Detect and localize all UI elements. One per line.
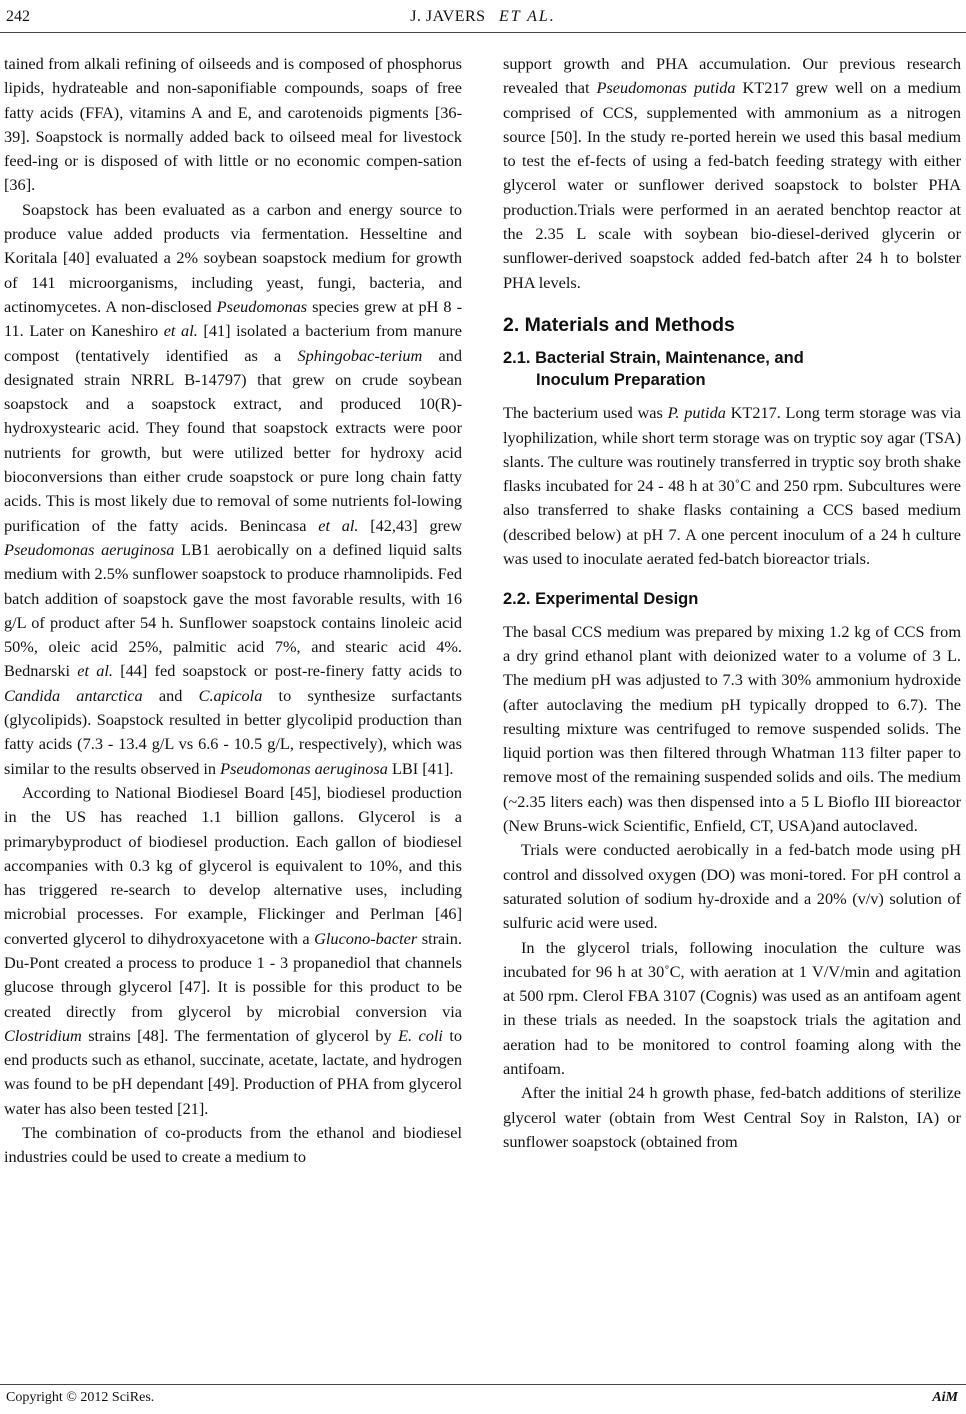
text-run: tained from alkali refining of oilseeds and is composed of phosphorus lipids, hydrateable and non-saponifiable compounds, soaps of free fatty acids (FFA), vitamins A and E, and carotenoids pigments [36-39]. Soapstock is normally added back to oilseed meal for livestock feed-ing or is disposed of with little or no economic compen-sation [36]. <box>4 54 462 195</box>
italic-term: Pseudomonas aeruginosa <box>4 539 175 559</box>
text-run: [42,43] grew <box>358 515 463 535</box>
text-run: KT217. Long term storage was via lyophilization, while short term storage was on tryptic soy agar (TSA) slants. The culture was routinely transferred in tryptic soy broth shake flasks incubated for 24 - 48 h at 30˚C and 250 rpm. Subcultures were also transferred to shake flasks containing a CCS based medium (described below) at pH 7. A one percent inoculum of a 24 h culture was used to inoculate aerated fed-batch bioreactor trials. <box>503 403 961 569</box>
subsection-title-line2: Inoculum Preparation <box>536 371 706 390</box>
text-run: to synthesize surfactants (glycolipids). Soapstock resulted in better glycolipid production than fatty acids (7.3 - 13.4 g/L vs 6.6 - 10.5 g/L, respectively), which was similar to the results observed in <box>4 685 462 778</box>
header-rule <box>0 32 966 33</box>
body-paragraph <box>4 52 462 198</box>
running-header <box>0 8 966 34</box>
text-run: to end products such as ethanol, succinate, acetate, lactate, and hydrogen was found to be pH dependant [49]. Production of PHA from glycerol water has also been tested [21]. <box>4 1025 462 1118</box>
italic-term: Pseudomonas <box>216 296 308 316</box>
running-title <box>0 8 966 26</box>
left-column <box>4 52 462 1170</box>
text-run: [44] fed soapstock or post-re-finery fatty acids to <box>112 661 462 681</box>
text-run: KT217 grew well on a medium comprised of CCS, supplemented with ammonium as a nitrogen source [50]. In the study re-ported herein we used this basal medium to test the ef-fects of using a fed-batch feeding strategy with either glycerol water or sunflower derived soapstock to bolster PHA production.Trials were performed in an aerated benchtop reactor at the 2.35 L scale with soybean bio-diesel-derived glycerin or sunflower-derived soapstock added fed-batch after 24 h to bolster PHA levels. <box>503 78 962 292</box>
subsection-title-strain <box>503 347 961 391</box>
intro-continuation-paragraph <box>503 52 961 295</box>
italic-term: P. putida <box>667 403 726 423</box>
text-run: and <box>142 685 199 705</box>
italic-term: et al. <box>163 321 198 341</box>
body-paragraph <box>4 781 462 1121</box>
running-author: J. JAVERS <box>410 8 486 25</box>
italic-term: C.apicola <box>198 685 263 705</box>
text-run: species grew at pH 8 - 11. Later on Kaneshiro <box>4 296 462 341</box>
text-run: LBI [41]. <box>387 758 454 778</box>
section-title: 2. Materials and Methods <box>503 313 735 336</box>
journal-abbrev: AiM <box>932 1390 958 1405</box>
text-run: The combination of co-products from the ethanol and biodiesel industries could be used to create a medium to <box>4 1123 462 1167</box>
body-paragraph: The basal CCS medium was prepared by mixing 1.2 kg of CCS from a dry grind ethanol plant with deionized water to a volume of 3 L. The medium pH was adjusted to 7.3 with 30% ammonium hydroxide (after autoclaving the medium pH typically dropped to 6.7). The resulting mixture was centrifuged to remove suspended solids. The liquid portion was then filtered through Whatman 113 filter paper to remove most of the remaining suspended solids and oils. The medium (~2.35 liters each) was then dispensed into a 5 L Bioflo III bioreactor (New Bruns-wick Scientific, Enfield, CT, USA)and autoclaved. <box>503 621 961 836</box>
italic-term: Glucono-bacter <box>314 928 418 948</box>
text-run: strains [48]. The fermentation of glycerol by <box>81 1025 399 1045</box>
italic-term: Clostridium <box>4 1025 82 1045</box>
copyright-notice: Copyright © 2012 SciRes. <box>6 1390 155 1405</box>
body-paragraph: After the initial 24 h growth phase, fed-batch additions of sterilize glycerol water (obtain from West Central Soy in Ralston, IA) or sunflower soapstock (obtained from <box>503 1083 961 1151</box>
italic-term: Sphingobac-terium <box>297 345 423 365</box>
right-column <box>503 52 961 1154</box>
text-run: [41] isolated a bacterium from manure compost (tentatively identified as a <box>4 321 462 365</box>
subsection-title-design: 2.2. Experimental Design <box>503 590 699 609</box>
italic-term: et al. <box>77 661 113 681</box>
italic-term: E. coli <box>398 1025 443 1045</box>
text-run: According to National Biodiesel Board [45], biodiesel production in the US has reached 1.1 billion gallons. Glycerol is a primarybyproduct of biodiesel production. Each gallon of biodiesel accompanies with 0.3 kg of glycerol is equivalent to 10%, and this has triggered re-search to develop alternative uses, including microbial processes. For example, Flickinger and Perlman [46] converted glycerol to dihydroxyacetone with a <box>4 782 462 948</box>
italic-term: Candida antarctica <box>4 685 143 705</box>
body-paragraph: In the glycerol trials, following inoculation the culture was incubated for 96 h at 30˚C, with aeration at 1 V/V/min and agitation at 500 rpm. Clerol FBA 3107 (Cognis) was used as an antifoam agent in these trials as needed. In the soapstock trials the agitation and aeration had to be monitored to control foaming along with the antifoam. <box>503 937 961 1078</box>
running-etal: ET AL. <box>499 8 556 25</box>
text-run: strain. Du-Pont created a process to produce 1 - 3 propanediol that channels glucose through glycerol [47]. It is possible for this product to be created directly from glycerol by microbial conversion via <box>4 928 462 1021</box>
footer-rule <box>0 1384 966 1385</box>
text-run: LB1 aerobically on a defined liquid salts medium with 2.5% sunflower soapstock to produce rhamnolipids. Fed batch addition of soapstock gave the most favorable results, with 16 g/L of product after 54 h. Sunflower soapstock contains linoleic acid 50%, oleic acid 25%, palmitic acid 7%, and stearic acid 4%. Bednarski <box>4 539 462 681</box>
italic-term: Pseudomonas aeruginosa <box>220 758 388 778</box>
page-number: 242 <box>6 8 30 25</box>
text-run: The bacterium used was <box>503 403 668 423</box>
strain-paragraph <box>503 401 961 571</box>
subsection-title-line1: 2.1. Bacterial Strain, Maintenance, and <box>503 349 804 368</box>
text-run: support growth and PHA accumulation. Our previous research revealed that <box>503 54 961 98</box>
body-paragraph <box>4 198 462 781</box>
text-run: and designated strain NRRL B-14797) that grew on crude soybean soapstock and a soapstock extract, and produced 10(R)-hydroxystearic acid. They found that soapstock extracts were poor nutrients for growth, but were utilized better for hydroxy acid bioconversions than either crude soapstock or pure long chain fatty acids. This is most likely due to removal of some nutrients fol-lowing purification of the fatty acids. Benincasa <box>4 345 463 535</box>
italic-term: et al. <box>318 515 359 535</box>
design-paragraphs <box>503 620 961 1155</box>
body-paragraph <box>4 1121 462 1170</box>
body-paragraph: Trials were conducted aerobically in a fed-batch mode using pH control and dissolved oxygen (DO) was moni-tored. For pH control a saturated solution of sodium hy-droxide and a 20% (v/v) solution of sulfuric acid were used. <box>503 840 961 933</box>
italic-term: Pseudomonas putida <box>596 78 736 98</box>
text-run: Soapstock has been evaluated as a carbon and energy source to produce value added products via fermentation. Hesseltine and Koritala [40] evaluated a 2% soybean soapstock medium for growth of 141 microorganisms, including yeast, fungi, bacteria, and actinomycetes. A non-disclosed <box>4 199 462 316</box>
